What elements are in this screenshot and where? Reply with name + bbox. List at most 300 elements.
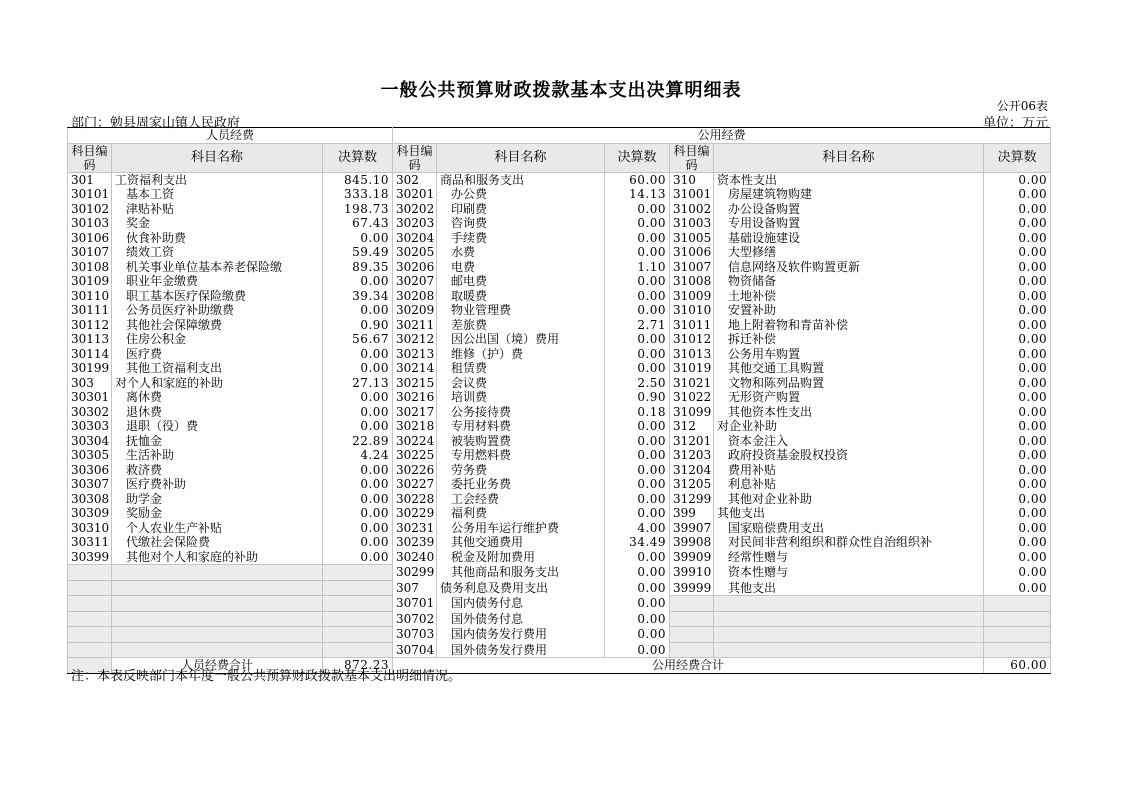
cell-code: 31012 xyxy=(670,332,714,347)
cell-name: 政府投资基金股权投资 xyxy=(714,448,984,463)
cell-name: 助学金 xyxy=(112,492,323,507)
header-amount: 决算数 xyxy=(605,143,670,172)
table-row xyxy=(68,506,1051,521)
cell-amount: 0.00 xyxy=(984,405,1051,420)
cell-code: 30110 xyxy=(68,289,112,304)
department-label: 部门：勉县周家山镇人民政府 xyxy=(71,116,241,131)
cell-code xyxy=(670,642,714,658)
cell-name: 其他对企业补助 xyxy=(714,492,984,507)
cell-code: 30701 xyxy=(393,596,437,612)
cell-code: 30704 xyxy=(393,642,437,658)
cell-amount: 0.00 xyxy=(323,419,393,434)
cell-amount: 0.00 xyxy=(605,580,670,596)
cell-amount: 0.00 xyxy=(323,390,393,405)
cell-code xyxy=(68,627,112,643)
cell-name: 被装购置费 xyxy=(437,434,605,449)
cell-name xyxy=(714,611,984,627)
cell-code: 30307 xyxy=(68,477,112,492)
table-row xyxy=(68,448,1051,463)
cell-name: 税金及附加费用 xyxy=(437,550,605,565)
cell-code: 30213 xyxy=(393,347,437,362)
cell-code: 30703 xyxy=(393,627,437,643)
cell-code: 31008 xyxy=(670,274,714,289)
cell-name: 其他社会保障缴费 xyxy=(112,318,323,333)
cell-name xyxy=(112,580,323,596)
cell-code: 31010 xyxy=(670,303,714,318)
cell-code: 30106 xyxy=(68,231,112,246)
cell-name: 邮电费 xyxy=(437,274,605,289)
cell-name: 专用燃料费 xyxy=(437,448,605,463)
cell-name: 其他交通费用 xyxy=(437,535,605,550)
cell-name xyxy=(714,627,984,643)
cell-code: 30224 xyxy=(393,434,437,449)
cell-amount: 27.13 xyxy=(323,376,393,391)
cell-amount: 0.00 xyxy=(323,535,393,550)
cell-amount: 198.73 xyxy=(323,202,393,217)
cell-amount: 56.67 xyxy=(323,332,393,347)
cell-code: 39908 xyxy=(670,535,714,550)
table-row xyxy=(68,361,1051,376)
unit-label: 单位：万元 xyxy=(982,116,1048,131)
cell-code: 39999 xyxy=(670,580,714,596)
cell-code: 30102 xyxy=(68,202,112,217)
public-total-label: 公用经费合计 xyxy=(393,658,984,674)
cell-name: 资本性赠与 xyxy=(714,565,984,581)
cell-name xyxy=(112,611,323,627)
cell-amount: 0.00 xyxy=(323,361,393,376)
cell-code: 312 xyxy=(670,419,714,434)
cell-amount: 0.00 xyxy=(984,419,1051,434)
cell-code: 30109 xyxy=(68,274,112,289)
cell-code: 31002 xyxy=(670,202,714,217)
cell-name: 费用补贴 xyxy=(714,463,984,478)
table-row xyxy=(68,216,1051,231)
cell-name: 福利费 xyxy=(437,506,605,521)
cell-amount: 2.50 xyxy=(605,376,670,391)
cell-name xyxy=(112,642,323,658)
header-code: 科目编码 xyxy=(393,143,437,172)
cell-name: 委托业务费 xyxy=(437,477,605,492)
cell-code: 30303 xyxy=(68,419,112,434)
cell-code: 30226 xyxy=(393,463,437,478)
cell-name: 专用材料费 xyxy=(437,419,605,434)
cell-name xyxy=(112,627,323,643)
cell-code: 30114 xyxy=(68,347,112,362)
cell-amount: 0.00 xyxy=(984,347,1051,362)
cell-amount xyxy=(323,596,393,612)
cell-name: 资本金注入 xyxy=(714,434,984,449)
cell-code: 30306 xyxy=(68,463,112,478)
table-row xyxy=(68,642,1051,658)
cell-amount: 2.71 xyxy=(605,318,670,333)
cell-amount: 0.00 xyxy=(605,361,670,376)
table-row xyxy=(68,434,1051,449)
table-row xyxy=(68,231,1051,246)
cell-amount: 0.00 xyxy=(323,463,393,478)
cell-code: 30399 xyxy=(68,550,112,565)
cell-name: 无形资产购置 xyxy=(714,390,984,405)
cell-code: 30217 xyxy=(393,405,437,420)
cell-name: 电费 xyxy=(437,260,605,275)
cell-amount: 0.00 xyxy=(984,521,1051,536)
cell-name: 住房公积金 xyxy=(112,332,323,347)
cell-amount: 39.34 xyxy=(323,289,393,304)
cell-code: 30302 xyxy=(68,405,112,420)
cell-code: 30228 xyxy=(393,492,437,507)
cell-code: 30240 xyxy=(393,550,437,565)
cell-name: 咨询费 xyxy=(437,216,605,231)
cell-code: 30201 xyxy=(393,187,437,202)
cell-code: 31201 xyxy=(670,434,714,449)
cell-code: 30203 xyxy=(393,216,437,231)
table-row xyxy=(68,565,1051,581)
table-row xyxy=(68,611,1051,627)
table-row xyxy=(68,596,1051,612)
cell-amount: 0.00 xyxy=(323,521,393,536)
cell-name: 其他工资福利支出 xyxy=(112,361,323,376)
cell-name: 文物和陈列品购置 xyxy=(714,376,984,391)
cell-name: 专用设备购置 xyxy=(714,216,984,231)
cell-amount xyxy=(984,596,1051,612)
cell-name: 其他资本性支出 xyxy=(714,405,984,420)
cell-name: 公务员医疗补助缴费 xyxy=(112,303,323,318)
cell-name xyxy=(112,596,323,612)
cell-amount: 0.00 xyxy=(605,332,670,347)
cell-amount: 0.00 xyxy=(984,361,1051,376)
cell-code: 30206 xyxy=(393,260,437,275)
cell-amount: 0.00 xyxy=(323,506,393,521)
cell-amount: 0.90 xyxy=(605,390,670,405)
cell-name xyxy=(112,565,323,581)
cell-amount: 0.00 xyxy=(984,172,1051,187)
cell-name: 津贴补贴 xyxy=(112,202,323,217)
cell-name: 国外债务付息 xyxy=(437,611,605,627)
cell-amount: 0.00 xyxy=(984,580,1051,596)
table-row xyxy=(68,245,1051,260)
cell-amount xyxy=(323,642,393,658)
cell-amount: 0.00 xyxy=(605,477,670,492)
cell-name: 经常性赠与 xyxy=(714,550,984,565)
personnel-total-value: 872.23 xyxy=(323,658,393,674)
cell-code: 302 xyxy=(393,172,437,187)
cell-code: 30108 xyxy=(68,260,112,275)
cell-code: 30212 xyxy=(393,332,437,347)
cell-code: 30218 xyxy=(393,419,437,434)
header-amount: 决算数 xyxy=(323,143,393,172)
cell-amount: 0.00 xyxy=(984,550,1051,565)
cell-amount: 0.00 xyxy=(323,477,393,492)
cell-amount: 0.00 xyxy=(984,535,1051,550)
cell-code: 30231 xyxy=(393,521,437,536)
cell-name: 办公设备购置 xyxy=(714,202,984,217)
cell-code: 30112 xyxy=(68,318,112,333)
cell-code: 30229 xyxy=(393,506,437,521)
cell-name: 维修（护）费 xyxy=(437,347,605,362)
cell-amount: 0.00 xyxy=(984,390,1051,405)
table-row xyxy=(68,390,1051,405)
cell-amount: 0.00 xyxy=(323,550,393,565)
header-amount: 决算数 xyxy=(984,143,1051,172)
cell-amount: 0.00 xyxy=(984,463,1051,478)
cell-code: 31299 xyxy=(670,492,714,507)
table-row xyxy=(68,550,1051,565)
table-row xyxy=(68,521,1051,536)
cell-name: 基本工资 xyxy=(112,187,323,202)
cell-name: 公务接待费 xyxy=(437,405,605,420)
cell-name: 退休费 xyxy=(112,405,323,420)
header-name: 科目名称 xyxy=(714,143,984,172)
cell-code: 31006 xyxy=(670,245,714,260)
cell-name: 取暖费 xyxy=(437,289,605,304)
cell-name: 公务用车购置 xyxy=(714,347,984,362)
cell-name: 地上附着物和青苗补偿 xyxy=(714,318,984,333)
cell-name: 因公出国（境）费用 xyxy=(437,332,605,347)
header-code: 科目编码 xyxy=(68,143,112,172)
cell-amount: 0.00 xyxy=(605,303,670,318)
cell-amount: 0.00 xyxy=(605,245,670,260)
cell-name: 职业年金缴费 xyxy=(112,274,323,289)
cell-code: 30202 xyxy=(393,202,437,217)
footnote: 注：本表反映部门本年度一般公共预算财政拨款基本支出明细情况。 xyxy=(71,669,462,684)
cell-code xyxy=(68,565,112,581)
table-row xyxy=(68,187,1051,202)
cell-amount: 0.00 xyxy=(984,289,1051,304)
cell-amount: 0.00 xyxy=(984,274,1051,289)
cell-code: 301 xyxy=(68,172,112,187)
cell-amount: 0.00 xyxy=(605,506,670,521)
cell-amount: 67.43 xyxy=(323,216,393,231)
cell-code: 30113 xyxy=(68,332,112,347)
cell-code: 30216 xyxy=(393,390,437,405)
cell-name: 租赁费 xyxy=(437,361,605,376)
cell-code: 30702 xyxy=(393,611,437,627)
cell-code: 31203 xyxy=(670,448,714,463)
cell-code: 31021 xyxy=(670,376,714,391)
cell-name: 水费 xyxy=(437,245,605,260)
cell-name: 救济费 xyxy=(112,463,323,478)
header-code: 科目编码 xyxy=(670,143,714,172)
cell-amount: 0.00 xyxy=(605,463,670,478)
cell-amount: 0.00 xyxy=(605,492,670,507)
cell-code: 30305 xyxy=(68,448,112,463)
cell-amount: 0.00 xyxy=(323,405,393,420)
cell-code: 30211 xyxy=(393,318,437,333)
cell-amount: 1.10 xyxy=(605,260,670,275)
cell-code: 31022 xyxy=(670,390,714,405)
cell-name: 国外债务发行费用 xyxy=(437,642,605,658)
cell-code: 30225 xyxy=(393,448,437,463)
cell-code: 30299 xyxy=(393,565,437,581)
cell-code: 31009 xyxy=(670,289,714,304)
cell-amount: 0.00 xyxy=(984,216,1051,231)
cell-amount: 0.00 xyxy=(984,434,1051,449)
cell-code: 31003 xyxy=(670,216,714,231)
cell-code xyxy=(68,596,112,612)
cell-amount: 0.00 xyxy=(984,187,1051,202)
table-row xyxy=(68,627,1051,643)
table-title: 一般公共预算财政拨款基本支出决算明细表 xyxy=(380,80,742,101)
cell-amount xyxy=(984,611,1051,627)
cell-code xyxy=(670,611,714,627)
cell-amount: 0.00 xyxy=(984,506,1051,521)
cell-code: 30308 xyxy=(68,492,112,507)
cell-code: 30214 xyxy=(393,361,437,376)
cell-code: 31204 xyxy=(670,463,714,478)
cell-name: 公务用车运行维护费 xyxy=(437,521,605,536)
cell-name: 利息补贴 xyxy=(714,477,984,492)
table-row xyxy=(68,347,1051,362)
cell-code: 31013 xyxy=(670,347,714,362)
cell-name: 土地补偿 xyxy=(714,289,984,304)
cell-name: 对个人和家庭的补助 xyxy=(112,376,323,391)
cell-name: 伙食补助费 xyxy=(112,231,323,246)
table-row xyxy=(68,318,1051,333)
cell-code: 31005 xyxy=(670,231,714,246)
cell-amount: 0.00 xyxy=(605,274,670,289)
cell-amount: 0.00 xyxy=(323,347,393,362)
cell-amount: 0.00 xyxy=(323,231,393,246)
cell-name: 商品和服务支出 xyxy=(437,172,605,187)
cell-code: 307 xyxy=(393,580,437,596)
cell-code: 31011 xyxy=(670,318,714,333)
cell-amount: 845.10 xyxy=(323,172,393,187)
cell-code: 31001 xyxy=(670,187,714,202)
cell-code: 30310 xyxy=(68,521,112,536)
cell-amount: 0.00 xyxy=(984,376,1051,391)
cell-code xyxy=(68,611,112,627)
cell-amount: 59.49 xyxy=(323,245,393,260)
cell-code: 30103 xyxy=(68,216,112,231)
cell-name: 手续费 xyxy=(437,231,605,246)
cell-code: 31007 xyxy=(670,260,714,275)
cell-amount xyxy=(323,580,393,596)
table-row xyxy=(68,376,1051,391)
cell-amount: 0.00 xyxy=(605,448,670,463)
cell-code: 30204 xyxy=(393,231,437,246)
table-row xyxy=(68,580,1051,596)
cell-amount: 4.24 xyxy=(323,448,393,463)
cell-amount: 0.00 xyxy=(984,477,1051,492)
cell-name: 培训费 xyxy=(437,390,605,405)
cell-amount: 0.18 xyxy=(605,405,670,420)
cell-amount: 0.00 xyxy=(323,303,393,318)
cell-amount: 0.00 xyxy=(605,627,670,643)
cell-amount: 0.00 xyxy=(984,260,1051,275)
cell-amount: 0.00 xyxy=(323,274,393,289)
cell-amount: 89.35 xyxy=(323,260,393,275)
cell-amount: 0.00 xyxy=(984,202,1051,217)
cell-amount: 0.00 xyxy=(984,231,1051,246)
cell-name: 绩效工资 xyxy=(112,245,323,260)
cell-code: 303 xyxy=(68,376,112,391)
cell-amount xyxy=(323,565,393,581)
cell-name: 抚恤金 xyxy=(112,434,323,449)
cell-name: 安置补助 xyxy=(714,303,984,318)
cell-amount xyxy=(323,611,393,627)
cell-name: 离休费 xyxy=(112,390,323,405)
cell-name: 代缴社会保险费 xyxy=(112,535,323,550)
cell-code xyxy=(670,596,714,612)
table-code: 公开06表 xyxy=(996,99,1048,113)
cell-amount: 0.00 xyxy=(605,289,670,304)
cell-amount: 0.00 xyxy=(984,492,1051,507)
cell-amount: 0.00 xyxy=(605,202,670,217)
cell-amount: 0.00 xyxy=(984,332,1051,347)
cell-name: 机关事业单位基本养老保险缴 xyxy=(112,260,323,275)
cell-amount: 0.00 xyxy=(984,245,1051,260)
cell-name: 个人农业生产补贴 xyxy=(112,521,323,536)
cell-name: 对企业补助 xyxy=(714,419,984,434)
cell-code: 30107 xyxy=(68,245,112,260)
cell-name: 退职（役）费 xyxy=(112,419,323,434)
cell-code: 31019 xyxy=(670,361,714,376)
cell-name: 资本性支出 xyxy=(714,172,984,187)
cell-code xyxy=(68,642,112,658)
table-row xyxy=(68,303,1051,318)
cell-amount: 60.00 xyxy=(605,172,670,187)
cell-name: 债务利息及费用支出 xyxy=(437,580,605,596)
cell-code: 30208 xyxy=(393,289,437,304)
cell-name xyxy=(714,642,984,658)
expenditure-table xyxy=(67,127,1051,674)
cell-code: 30227 xyxy=(393,477,437,492)
cell-amount: 0.00 xyxy=(605,596,670,612)
cell-name: 房屋建筑物购建 xyxy=(714,187,984,202)
cell-amount: 0.00 xyxy=(605,550,670,565)
cell-amount: 0.90 xyxy=(323,318,393,333)
cell-name: 医疗费 xyxy=(112,347,323,362)
group-header-row xyxy=(68,128,1051,144)
header-name: 科目名称 xyxy=(112,143,323,172)
cell-amount: 22.89 xyxy=(323,434,393,449)
group-public: 公用经费 xyxy=(393,128,1051,144)
cell-name: 大型修缮 xyxy=(714,245,984,260)
cell-code: 30311 xyxy=(68,535,112,550)
cell-amount: 0.00 xyxy=(984,303,1051,318)
group-personnel: 人员经费 xyxy=(68,128,393,144)
public-total-value: 60.00 xyxy=(984,658,1051,674)
cell-code: 30207 xyxy=(393,274,437,289)
cell-name: 生活补助 xyxy=(112,448,323,463)
cell-code xyxy=(670,627,714,643)
cell-name: 基础设施建设 xyxy=(714,231,984,246)
cell-amount: 0.00 xyxy=(984,565,1051,581)
cell-name: 工会经费 xyxy=(437,492,605,507)
table-row xyxy=(68,463,1051,478)
cell-code: 30215 xyxy=(393,376,437,391)
cell-name: 奖励金 xyxy=(112,506,323,521)
cell-name: 医疗费补助 xyxy=(112,477,323,492)
cell-code: 39907 xyxy=(670,521,714,536)
cell-name: 其他对个人和家庭的补助 xyxy=(112,550,323,565)
cell-amount xyxy=(323,627,393,643)
cell-amount: 333.18 xyxy=(323,187,393,202)
cell-name: 物资储备 xyxy=(714,274,984,289)
cell-code: 31099 xyxy=(670,405,714,420)
cell-code: 30239 xyxy=(393,535,437,550)
cell-amount: 0.00 xyxy=(605,216,670,231)
cell-code: 30309 xyxy=(68,506,112,521)
column-header-row xyxy=(68,143,1051,172)
cell-name: 其他支出 xyxy=(714,506,984,521)
cell-amount: 0.00 xyxy=(605,642,670,658)
cell-amount: 14.13 xyxy=(605,187,670,202)
table-row xyxy=(68,172,1051,187)
cell-name: 会议费 xyxy=(437,376,605,391)
cell-name: 信息网络及软件购置更新 xyxy=(714,260,984,275)
cell-code: 30205 xyxy=(393,245,437,260)
cell-code: 30111 xyxy=(68,303,112,318)
